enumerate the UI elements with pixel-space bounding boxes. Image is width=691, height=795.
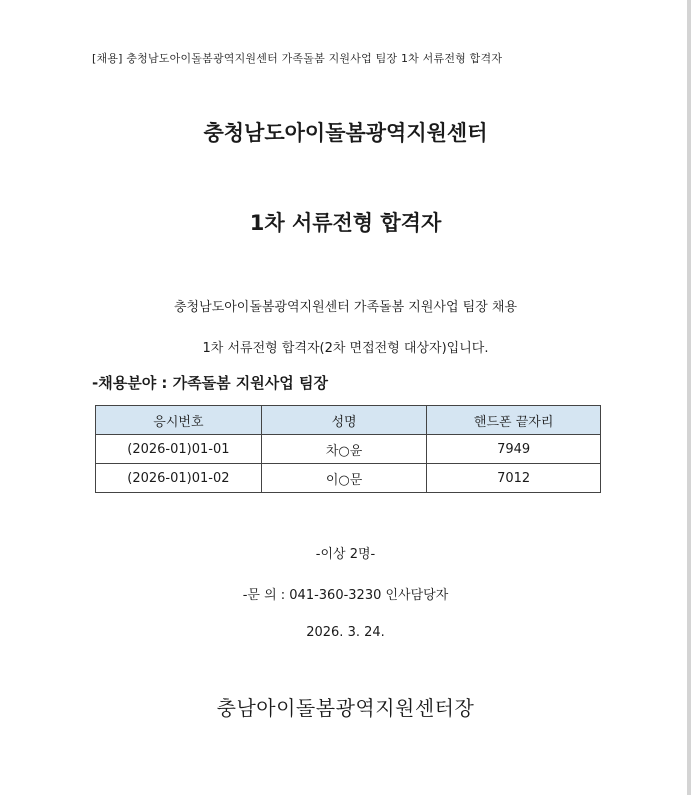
cell-applicant-number: (2026-01)01-01 [96, 435, 262, 464]
total-count: -이상 2명- [315, 547, 376, 562]
header-applicant-number: 응시번호 [96, 406, 262, 435]
cell-phone-last-digits: 7949 [427, 435, 601, 464]
notice-date: 2026. 3. 24. [306, 625, 385, 640]
organization-title: 충청남도아이돌봄광역지원센터 [203, 121, 488, 145]
header-name: 성명 [261, 406, 427, 435]
intro-line-2: 1차 서류전형 합격자(2차 면접전형 대상자)입니다. [202, 341, 489, 356]
signature-line: 충남아이돌봄광역지원센터장 [216, 696, 475, 720]
intro-line-1: 충청남도아이돌봄광역지원센터 가족돌봄 지원사업 팀장 채용 [173, 300, 518, 315]
inquiry-contact: -문 의 : 041-360-3230 인사담당자 [242, 588, 449, 603]
cell-name: 차○윤 [261, 435, 427, 464]
header-phone-last-digits: 핸드폰 끝자리 [427, 406, 601, 435]
document-header: [채용] 충청남도아이돌봄광역지원센터 가족돌봄 지원사업 팀장 1차 서류전형 합격자 [92, 52, 503, 65]
table-row [96, 464, 601, 493]
cell-phone-last-digits: 7012 [427, 464, 601, 493]
table-header-row [96, 406, 601, 435]
cell-applicant-number: (2026-01)01-02 [96, 464, 262, 493]
result-table [95, 405, 601, 493]
cell-name: 이○문 [261, 464, 427, 493]
announcement-title: 1차 서류전형 합격자 [249, 211, 442, 235]
table-row [96, 435, 601, 464]
recruitment-field: -채용분야 : 가족돌봄 지원사업 팀장 [92, 374, 328, 392]
